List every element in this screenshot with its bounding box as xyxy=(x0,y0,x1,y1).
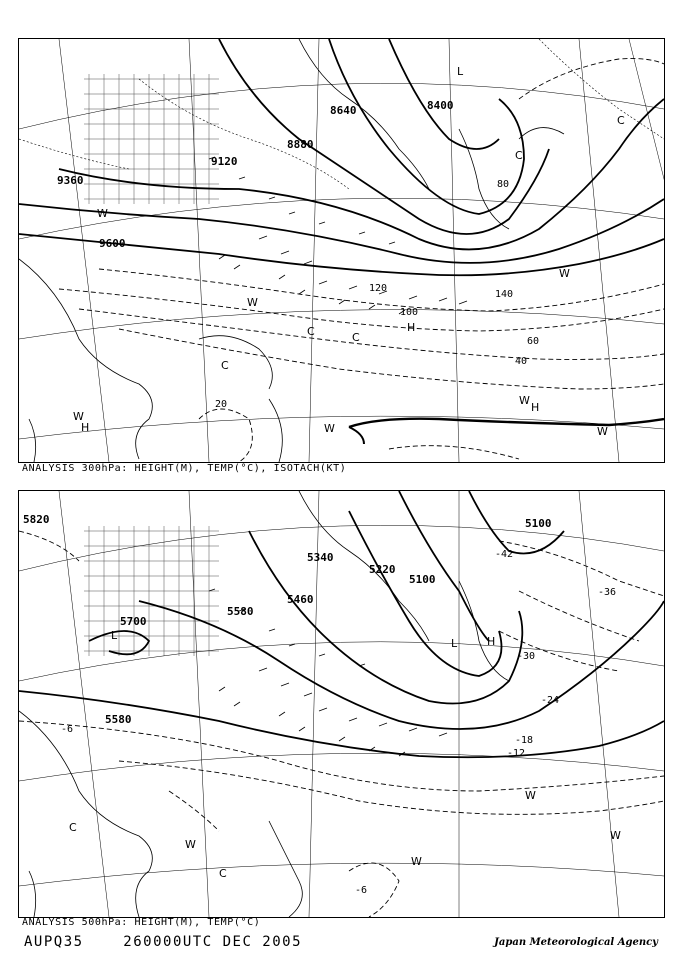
warm-mark: W xyxy=(519,394,530,407)
caption-300hpa: ANALYSIS 300hPa: HEIGHT(M), TEMP(°C), ISOTACH(KT) xyxy=(22,463,347,474)
temp-label-24: -24 xyxy=(541,695,560,706)
height-label-9360: 9360 xyxy=(57,174,84,187)
warm-mark: W xyxy=(597,425,608,438)
temp-label-6: -6 xyxy=(355,885,368,896)
warm-mark: W xyxy=(324,422,335,435)
warm-mark: W xyxy=(73,410,84,423)
hatched-area xyxy=(84,526,219,656)
map-300hpa-svg xyxy=(19,39,664,462)
height-label-5580: 5580 xyxy=(227,605,254,618)
isotach-labels xyxy=(215,179,539,410)
height-label-5100: 5100 xyxy=(409,573,436,586)
cold-mark: C xyxy=(515,149,523,162)
isotach-label-140: 140 xyxy=(495,289,514,300)
jet-axis-tail xyxy=(349,427,364,444)
height-label-5700: 5700 xyxy=(120,615,147,628)
coastline xyxy=(19,491,509,917)
weather-marks xyxy=(73,65,625,438)
map-panel-300hpa xyxy=(18,38,665,463)
temp-labels xyxy=(61,549,616,896)
temp-label-12: -12 xyxy=(507,748,526,759)
height-label-9600: 9600 xyxy=(99,237,126,250)
height-label-9120: 9120 xyxy=(211,155,238,168)
warm-mark: W xyxy=(610,829,621,842)
height-label-8640: 8640 xyxy=(330,104,357,117)
temp-label-30: -30 xyxy=(517,651,536,662)
isotach-label-80: 80 xyxy=(497,179,510,190)
isotach-label-40: 40 xyxy=(515,356,528,367)
isotach-contours xyxy=(59,59,664,462)
isotach-label-60: 60 xyxy=(527,336,540,347)
cold-mark: C xyxy=(221,359,229,372)
temp-label-42: -42 xyxy=(495,549,514,560)
isotach-label-120: 120 xyxy=(369,283,388,294)
graticule xyxy=(19,491,664,917)
chart-id-line xyxy=(24,934,302,950)
height-label-5580: 5580 xyxy=(105,713,132,726)
warm-mark: W xyxy=(559,267,570,280)
height-label-5820: 5820 xyxy=(23,513,50,526)
height-label-5460: 5460 xyxy=(287,593,314,606)
isotach-label-100: 100 xyxy=(400,307,419,318)
jet-axis-line xyxy=(349,419,664,427)
cold-mark: C xyxy=(69,821,77,834)
warm-mark: W xyxy=(525,789,536,802)
height-label-5100: 5100 xyxy=(525,517,552,530)
map-500hpa-svg xyxy=(19,491,664,917)
height-label-8880: 8880 xyxy=(287,138,314,151)
cold-mark: C xyxy=(352,331,360,344)
graticule xyxy=(19,39,664,462)
high-mark: H xyxy=(407,321,416,334)
warm-mark: W xyxy=(247,296,258,309)
high-mark: H xyxy=(487,635,496,648)
valid-time: 260000UTC DEC 2005 xyxy=(123,934,303,950)
height-label-5220: 5220 xyxy=(369,563,396,576)
warm-mark: W xyxy=(185,838,196,851)
temp-label-18: -18 xyxy=(515,735,534,746)
isotach-label-20: 20 xyxy=(215,399,228,410)
high-mark: H xyxy=(81,421,90,434)
temp-label-36: -36 xyxy=(598,587,617,598)
cold-mark: C xyxy=(307,325,315,338)
chart-code: AUPQ35 xyxy=(24,934,84,950)
cold-mark: C xyxy=(219,867,227,880)
height-label-5340: 5340 xyxy=(307,551,334,564)
warm-mark: W xyxy=(411,855,422,868)
cold-mark: C xyxy=(617,114,625,127)
caption-500hpa: ANALYSIS 500hPa: HEIGHT(M), TEMP(°C) xyxy=(22,917,261,928)
wind-barbs xyxy=(209,157,467,314)
high-mark: H xyxy=(531,401,540,414)
height-label-8400: 8400 xyxy=(427,99,454,112)
warm-mark: W xyxy=(97,207,108,220)
low-mark: L xyxy=(451,637,458,650)
coastline xyxy=(19,39,564,462)
temp-label-6: -6 xyxy=(61,724,74,735)
low-mark: L xyxy=(457,65,464,78)
map-panel-500hpa xyxy=(18,490,665,918)
agency-credit: Japan Meteorological Agency xyxy=(494,937,658,948)
height-labels xyxy=(23,513,552,726)
low-mark: L xyxy=(111,629,118,642)
